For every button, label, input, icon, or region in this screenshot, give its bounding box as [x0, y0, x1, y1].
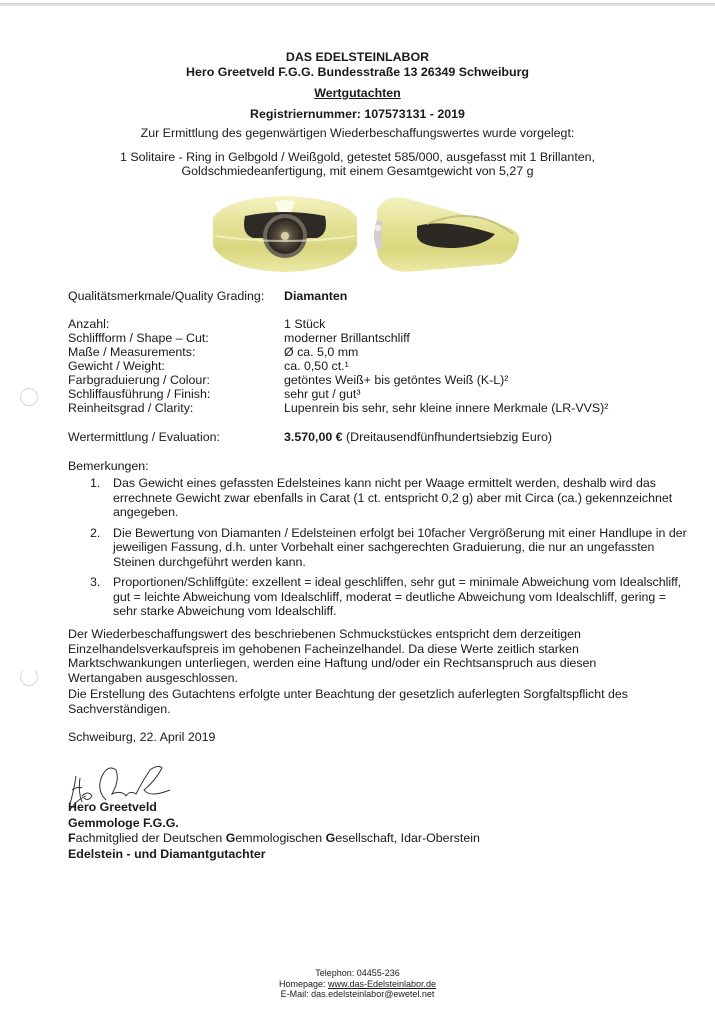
scan-edge — [0, 3, 715, 6]
membership-text: achmitglied der Deutschen — [75, 831, 226, 845]
remark-item — [90, 476, 690, 520]
footer-phone: Telephon: 04455-236 — [315, 968, 400, 978]
grading-row-label: Schliffausführung / Finish: — [68, 387, 211, 401]
ring-front-photo — [213, 196, 357, 272]
remark-text: Proportionen/Schliffgüte: exzellent = ideal geschliffen, sehr gut = minimale Abweichung vom Idealschliff, gut = leichte Abweichung vom Idealschliff, moderat = deutliche Abweichung vom Idealschliff, gering = sehr starke Abweichung vom Idealschliff. — [113, 575, 682, 618]
punch-hole-mark — [20, 388, 38, 406]
grading-row-label: Gewicht / Weight: — [68, 359, 165, 373]
grading-row-value: ca. 0,50 ct.¹ — [284, 359, 349, 373]
diligence-paragraph: Die Erstellung des Gutachtens erfolgte unter Beachtung der gesetzlich auferlegten Sorgfaltspflicht des Sachverständigen. — [68, 687, 628, 716]
disclaimer-paragraph: Der Wiederbeschaffungswert des beschriebenen Schmuckstückes entspricht dem derzeitigen Einzelhandelsverkaufspreis im gehobenen Facheinzelhandel. Da diese Werte zeitlich starken Marktschwankungen unterliegen, werden eine Haftung und/oder ein Rechtsanspruch aus diesen Wertangaben ausgeschlossen. — [68, 627, 597, 685]
homepage-link[interactable]: www.das-Edelsteinlabor.de — [327, 978, 437, 989]
ring-photos — [205, 190, 525, 274]
footer-email: E-Mail: das.edelsteinlabor@ewetel.net — [280, 989, 435, 999]
remark-text: Das Gewicht eines gefassten Edelsteines kann nicht per Waage ermittelt werden, deshalb wird das errechnete Gewicht zwar ebenfalls in Carat (1 ct. entspricht 0,2 g) aber mit Circa (ca.) gekennzeichnet angegeben. — [113, 476, 673, 519]
footer-contact — [0, 968, 715, 1000]
signer-role: Edelstein - und Diamantgutachter — [68, 846, 266, 861]
grading-row-label: Farbgraduierung / Colour: — [68, 373, 210, 387]
grading-row-label: Anzahl: — [68, 317, 110, 331]
grading-row-value: 1 Stück — [284, 317, 326, 331]
membership-initial: G — [325, 831, 336, 845]
evaluation-label: Wertermittlung / Evaluation: — [68, 430, 220, 444]
ring-side-photo — [374, 197, 519, 272]
grading-row-value: getöntes Weiß+ bis getöntes Weiß (K-L)² — [284, 373, 509, 387]
place-and-date: Schweiburg, 22. April 2019 — [68, 730, 216, 744]
remark-item — [90, 526, 690, 570]
membership-text: esellschaft, Idar-Oberstein — [335, 831, 480, 845]
item-description-line2: Goldschmiedeanfertigung, mit einem Gesamtgewicht von 5,27 g — [181, 164, 534, 178]
grading-row-label: Reinheitsgrad / Clarity: — [68, 401, 194, 415]
footer-homepage — [0, 979, 715, 990]
remarks-list — [90, 476, 690, 625]
membership-text: emmologischen — [235, 831, 326, 845]
grading-row-label: Maße / Measurements: — [68, 345, 196, 359]
membership-initial: G — [225, 831, 236, 845]
evaluation-value — [284, 430, 552, 444]
signer-name: Hero Greetveld — [68, 800, 157, 814]
remark-text: Die Bewertung von Diamanten / Edelsteinen erfolgt bei 10facher Vergrößerung mit einer Handlupe in der jeweiligen Fassung, d.h. unter Vorbehalt einer sachgerechten Graduierung, die nur an ungefassten Steinen durchgeführt werden kann. — [113, 525, 687, 569]
remark-number: 2. — [90, 525, 101, 540]
remarks-title: Bemerkungen: — [68, 459, 149, 473]
signer-membership — [68, 831, 480, 847]
intro-text: Zur Ermittlung des gegenwärtigen Wiederbeschaffungswertes wurde vorgelegt: — [140, 126, 575, 140]
signature-block — [68, 800, 480, 862]
item-description-line1: 1 Solitaire - Ring in Gelbgold / Weißgold, getestet 585/000, ausgefasst mit 1 Brillanten, — [119, 150, 595, 164]
remark-number: 1. — [90, 476, 101, 490]
grading-row-value: Ø ca. 5,0 mm — [284, 345, 359, 359]
punch-hole-mark — [20, 668, 38, 686]
registration-number: Registriernummer: 107573131 - 2019 — [250, 107, 465, 121]
membership-initial: F — [68, 831, 76, 845]
document-title: Wertgutachten — [314, 86, 401, 100]
remark-item — [90, 575, 690, 619]
grading-row-label: Schliffform / Shape – Cut: — [68, 331, 209, 345]
grading-row-value: moderner Brillantschliff — [284, 331, 410, 345]
grading-header-value: Diamanten — [284, 289, 348, 303]
signer-title: Gemmologe F.G.G. — [68, 815, 179, 830]
homepage-label: Homepage: — [278, 978, 328, 989]
grading-row-value: sehr gut / gut³ — [284, 387, 361, 401]
lab-name: DAS EDELSTEINLABOR — [285, 50, 430, 64]
evaluation-amount: 3.570,00 € — [284, 430, 343, 444]
evaluation-words: (Dreitausendfünfhundertsiebzig Euro) — [342, 430, 552, 444]
lab-address: Hero Greetveld F.G.G. Bundesstraße 13 26349 Schweiburg — [186, 65, 529, 79]
remark-number: 3. — [90, 575, 101, 589]
grading-header-label: Qualitätsmerkmale/Quality Grading: — [68, 289, 265, 303]
grading-row-value: Lupenrein bis sehr, sehr kleine innere Merkmale (LR-VVS)² — [284, 401, 609, 415]
